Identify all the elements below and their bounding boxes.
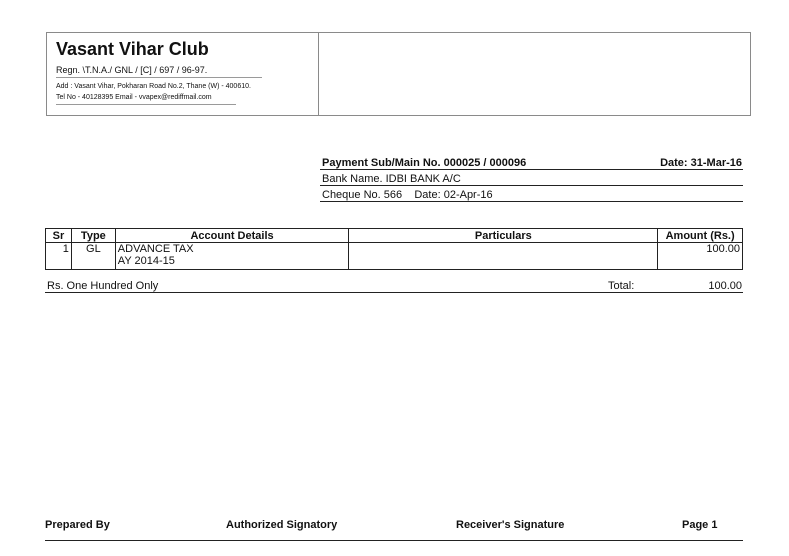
amount-in-words: Rs. One Hundred Only — [47, 280, 159, 292]
column-header-type: Type — [71, 229, 115, 243]
receiver-signature-label: Receiver's Signature — [456, 519, 565, 531]
bank-name: Bank Name. IDBI BANK A/C — [322, 173, 461, 185]
voucher-table — [45, 228, 743, 270]
payment-number: Payment Sub/Main No. 000025 / 000096 — [322, 157, 527, 169]
column-header-account: Account Details — [115, 229, 349, 243]
column-header-amount: Amount (Rs.) — [658, 229, 743, 243]
cell-particulars — [349, 243, 658, 270]
cell-type: GL — [71, 243, 115, 270]
divider — [320, 169, 743, 170]
divider — [320, 201, 743, 202]
divider — [56, 77, 262, 78]
club-contact: Tel No - 40128395 Email - vvapex@rediffmail.com — [56, 94, 212, 101]
club-address: Add : Vasant Vihar, Pokharan Road No.2, Thane (W) - 400610. — [56, 83, 251, 90]
cell-account — [115, 243, 349, 270]
cell-amount: 100.00 — [658, 243, 743, 270]
cell-sr: 1 — [46, 243, 72, 270]
header-divider — [318, 32, 319, 116]
divider — [45, 292, 743, 293]
page-number: Page 1 — [682, 519, 718, 531]
table-header-row — [46, 229, 743, 243]
account-name: ADVANCE TAX — [117, 243, 194, 255]
column-header-sr: Sr — [46, 229, 72, 243]
account-year: AY 2014-15 — [117, 255, 175, 267]
total-label: Total: — [608, 280, 635, 292]
table-row — [46, 243, 743, 270]
cheque-number: Cheque No. 566 — [322, 189, 403, 201]
total-value: 100.00 — [708, 280, 742, 292]
prepared-by-label: Prepared By — [45, 519, 110, 531]
cheque-details — [322, 189, 493, 201]
divider — [320, 185, 743, 186]
payment-date: Date: 31-Mar-16 — [660, 157, 742, 169]
registration-number: Regn. \T.N.A./ GNL / [C] / 697 / 96-97. — [56, 65, 208, 75]
cheque-date: Date: 02-Apr-16 — [414, 189, 493, 201]
column-header-particulars: Particulars — [349, 229, 658, 243]
divider — [45, 540, 743, 541]
club-name: Vasant Vihar Club — [56, 39, 209, 59]
divider — [56, 104, 236, 105]
authorized-signatory-label: Authorized Signatory — [226, 519, 338, 531]
